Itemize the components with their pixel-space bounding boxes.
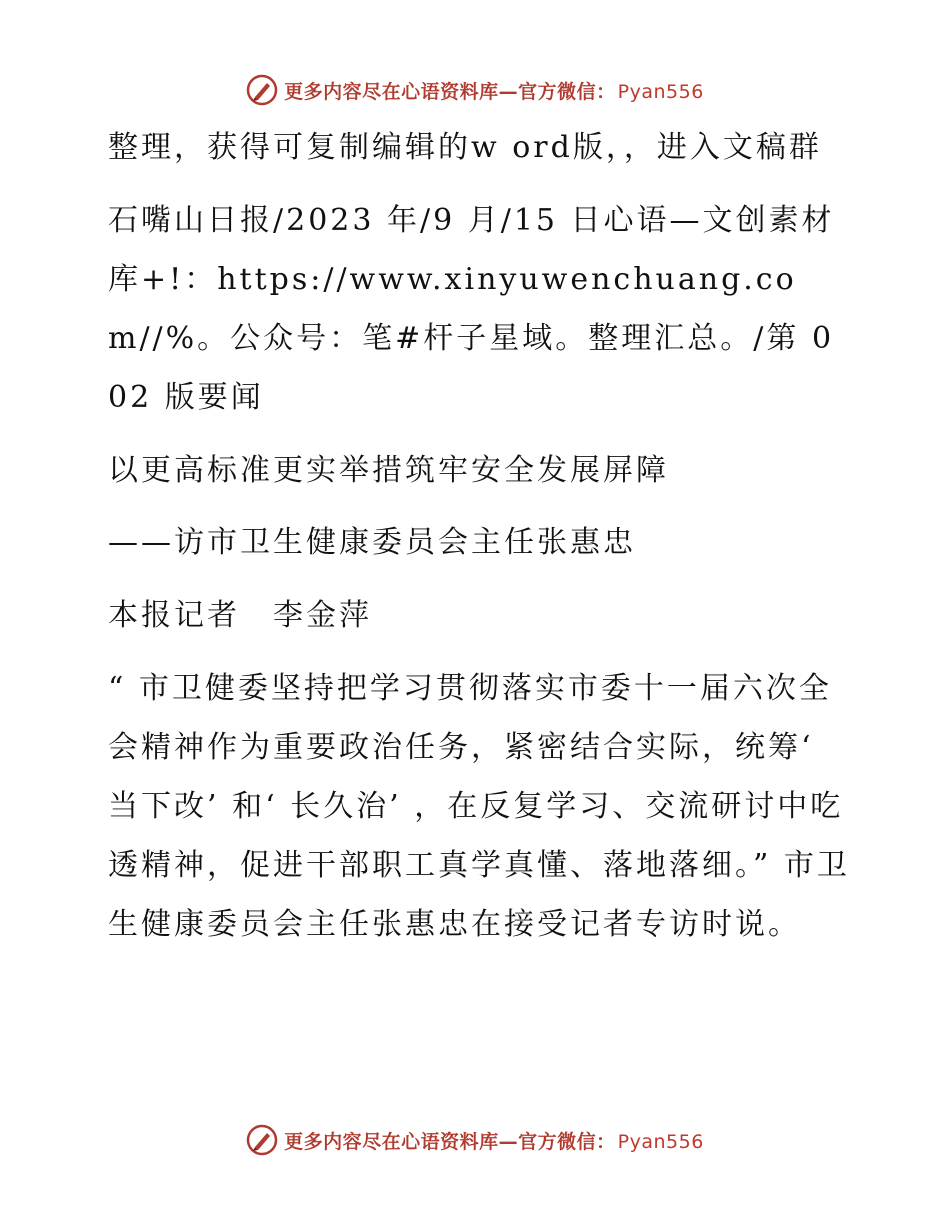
document-body	[96, 118, 856, 954]
watermark-wechat-id: Pyan556	[617, 1130, 704, 1153]
watermark-label: 更多内容尽在心语资料库—官方微信：	[284, 80, 616, 103]
article-body-paragraph: “ 市卫健委坚持把学习贯彻落实市委十一届六次全会精神作为重要政治任务，紧密结合实际，统筹‘ 当下改’ 和‘ 长久治’ ，在反复学习、交流研讨中吃透精神，促进干部职工真学真懂、落地落细。” 市卫生健康委员会主任张惠忠在接受记者专访时说。	[108, 671, 850, 942]
article-byline: 本报记者 李金萍	[108, 598, 372, 633]
pen-logo-icon	[246, 74, 278, 106]
paragraph-intro: 整理，获得可复制编辑的w ord版，，进入文稿群	[108, 130, 822, 165]
watermark-text	[284, 1127, 704, 1154]
paragraph-source: 石嘴山日报/2023 年/9 月/15 日心语—文创素材库+!：https://www.xinyuwenchuang.com//%。公众号：笔#杆子星域。整理汇总。/第 002 版要闻	[108, 203, 835, 415]
pen-logo-icon	[246, 1124, 278, 1156]
watermark-header	[0, 74, 950, 106]
watermark-label: 更多内容尽在心语资料库—官方微信：	[284, 1130, 616, 1153]
watermark-text	[284, 77, 704, 104]
watermark-footer	[0, 1124, 950, 1156]
article-title: 以更高标准更实举措筑牢安全发展屏障	[108, 453, 669, 488]
watermark-wechat-id: Pyan556	[617, 80, 704, 103]
article-subtitle: ——访市卫生健康委员会主任张惠忠	[108, 525, 636, 560]
